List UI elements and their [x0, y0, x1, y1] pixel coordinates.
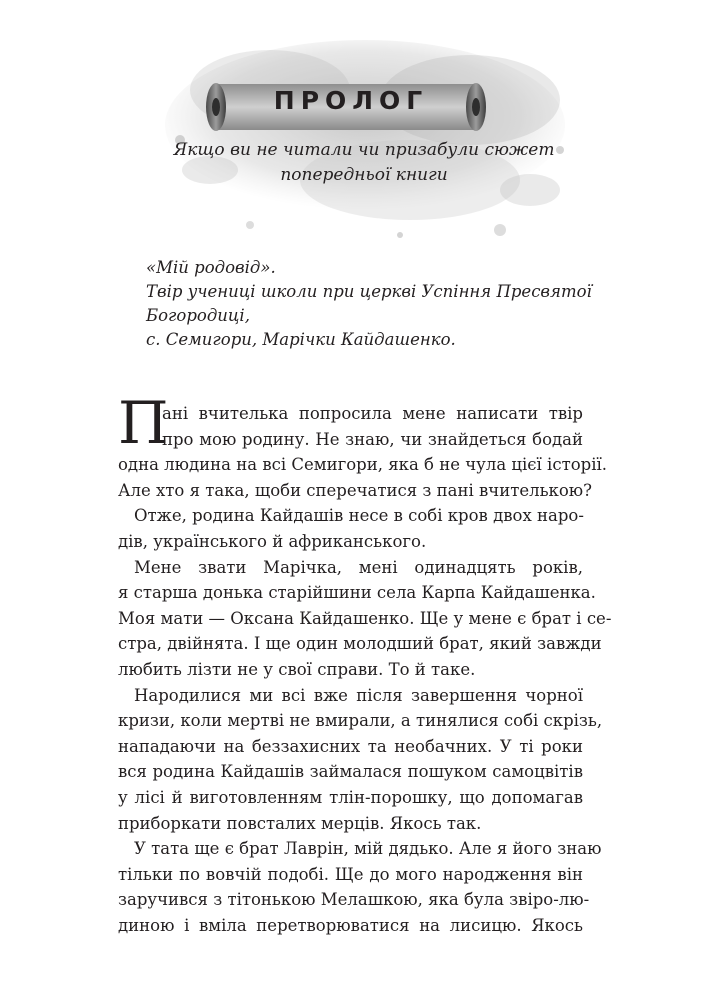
text-line: приборкати повсталих мерців. Якось так. — [118, 813, 482, 833]
text-line: дів, українського й африканського. — [118, 531, 427, 551]
body-text — [118, 401, 612, 938]
epigraph-line: Твір учениці школи при церкві Успіння Пресвятої — [146, 282, 592, 301]
text-line: ані вчителька попросила мене написати твір — [162, 404, 583, 423]
text-line: У тата ще є брат Лаврін, мій дядько. Але я його знаю — [134, 839, 602, 859]
drop-cap: П — [118, 389, 169, 457]
text-line: тільки по вовчій подобі. Ще до мого народження він — [118, 864, 583, 884]
subtitle-line: Якщо ви не читали чи призабули сюжет — [173, 140, 555, 160]
text-line: Але хто я така, щоби сперечатися з пані вчителькою? — [118, 480, 593, 500]
text-line: Мене звати Марічка, мені одинадцять років, — [134, 557, 583, 577]
text-line: стра, двійнята. І ще один молодший брат, який завжди — [118, 634, 602, 654]
text-line: у лісі й виготовленням тлін-порошку, що допомагав — [118, 787, 583, 807]
text-line: любить лізти не у свої справи. То й таке. — [118, 659, 476, 679]
subtitle-line: попередньої книги — [280, 165, 448, 185]
chapter-subtitle — [100, 138, 628, 188]
text-line: нападаючи на беззахисних та необачних. У ті роки — [118, 736, 583, 756]
text-line: Моя мати — Оксана Кайдашенко. Ще у мене є брат і се- — [118, 608, 612, 628]
text-line: кризи, коли мертві не вмирали, а тинялися собі скрізь, — [118, 711, 603, 731]
epigraph-line: «Мій родовід». — [146, 258, 276, 277]
text-line: одна людина на всі Семигори, яка б не чула цієї історії. — [118, 455, 607, 475]
epigraph — [146, 256, 616, 352]
text-line: я старша донька старійшини села Карпа Кайдашенка. — [118, 583, 596, 603]
text-line: Народилися ми всі вже після завершення чорної — [134, 685, 583, 705]
text-line: про мою родину. Не знаю, чи знайдеться бодай — [162, 429, 583, 449]
text-line: Отже, родина Кайдашів несе в собі кров двох наро- — [134, 506, 584, 526]
text-line: вся родина Кайдашів займалася пошуком самоцвітів — [118, 762, 583, 782]
chapter-title: ПРОЛОГ — [273, 86, 429, 115]
epigraph-line: с. Семигори, Марічки Кайдашенко. — [146, 330, 456, 349]
text-line: диною і вміла перетворюватися на лисицю. Якось — [118, 915, 583, 935]
epigraph-line: Богородиці, — [146, 306, 250, 325]
text-line: заручився з тітонькою Мелашкою, яка була звіро-лю- — [118, 890, 590, 910]
